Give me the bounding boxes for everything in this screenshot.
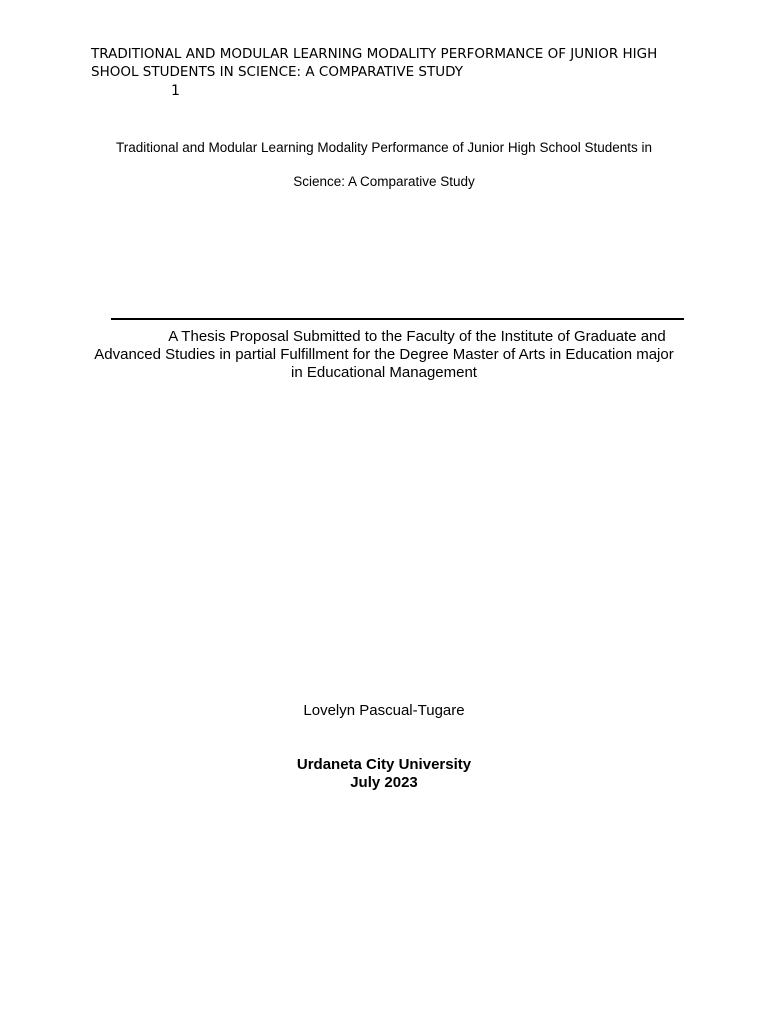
- author-name: Lovelyn Pascual-Tugare: [303, 702, 465, 719]
- proposal-statement: A Thesis Proposal Submitted to the Faculty of the Institute of Graduate and Advanced Studies in partial Fulfillment for the Degree Master of Arts in Education major in Educational Management: [94, 328, 674, 381]
- submission-date: July 2023: [350, 774, 418, 791]
- thesis-title-line-2: Science: A Comparative Study: [293, 174, 475, 189]
- institution-name: Urdaneta City University: [296, 756, 472, 773]
- page-number: 1: [171, 83, 180, 99]
- horizontal-rule: [111, 318, 684, 320]
- thesis-title-line-1: Traditional and Modular Learning Modality Performance of Junior High School Students in: [115, 140, 653, 155]
- running-header-title: TRADITIONAL AND MODULAR LEARNING MODALITY PERFORMANCE OF JUNIOR HIGH SHOOL STUDENTS IN SCIENCE: A COMPARATIVE STUDY: [91, 46, 658, 80]
